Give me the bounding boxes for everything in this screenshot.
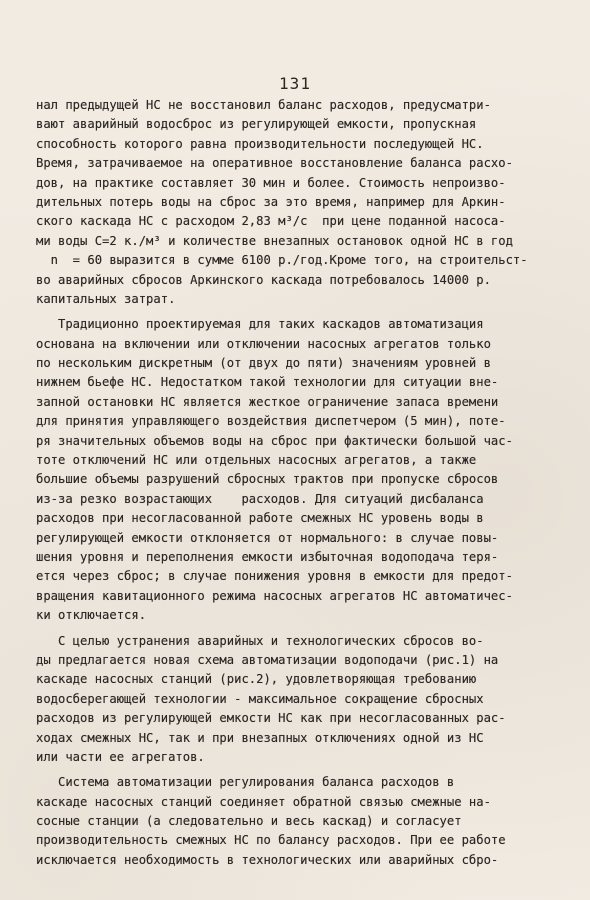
text-line: водосберегающей технологии - максимальное сокращение сбросных: [36, 691, 484, 706]
text-line: вают аварийный водосброс из регулирующей емкости, пропускная: [36, 117, 477, 132]
text-line: из-за резко возрастающих расходов. Для ситуаций дисбаланса: [36, 491, 484, 506]
text-line: ря значительных объемов воды на сброс при фактически большой час-: [36, 433, 513, 448]
text-line: Система автоматизации регулирования баланса расходов в: [36, 775, 455, 790]
text-line: во аварийных сбросов Аркинского каскада потребовалось 14000 р.: [36, 272, 491, 287]
text-line: ки отключается.: [36, 608, 147, 623]
text-line: тоте отключений НС или отдельных насосных агрегатов, а также: [36, 453, 477, 468]
text-line: дительных потерь воды на сброс за это время, например для Аркин-: [36, 194, 506, 209]
text-line: нижнем бьефе НС. Недостатком такой технологии для ситуации вне-: [36, 375, 499, 390]
text-line: ды предлагается новая схема автоматизации водоподачи (рис.1) на: [36, 652, 499, 667]
text-line: вращения кавитационного режима насосных агрегатов НС автоматичес-: [36, 588, 513, 603]
body-text: [36, 96, 570, 870]
text-line: n = 60 выразится в сумме 6100 р./год.Кроме того, на строительст-: [36, 253, 528, 268]
text-line: для принятия управляющего воздействия диспетчером (5 мин), поте-: [36, 414, 506, 429]
paragraph: [36, 315, 570, 625]
text-line: большие объемы разрушений сбросных трактов при пропуске сбросов: [36, 472, 499, 487]
text-line: Время, затрачиваемое на оперативное восстановление баланса расхо-: [36, 156, 513, 171]
text-line: исключается необходимость в технологических или аварийных сбро-: [36, 852, 499, 867]
text-line: основана на включении или отключении насосных агрегатов только: [36, 336, 491, 351]
text-line: расходов при несогласованной работе смежных НС уровень воды в: [36, 511, 484, 526]
paragraph: [36, 773, 570, 870]
text-line: ется через сброс; в случае понижения уровня в емкости для предот-: [36, 569, 513, 584]
text-line: каскаде насосных станций (рис.2), удовлетворяющая требованию: [36, 672, 477, 687]
text-line: нал предыдущей НС не восстановил баланс расходов, предусматри-: [36, 98, 491, 112]
text-line: ми воды С=2 к./м³ и количестве внезапных остановок одной НС в год: [36, 233, 513, 248]
page-number: 131: [279, 74, 311, 93]
text-line: производительность смежных НС по балансу расходов. При ее работе: [36, 833, 506, 848]
text-line: запной остановки НС является жесткое ограничение запаса времени: [36, 394, 499, 409]
text-line: сосные станции (а следовательно и весь каскад) и согласует: [36, 814, 462, 829]
text-line: расходов из регулирующей емкости НС как при несогласованных рас-: [36, 711, 506, 726]
text-line: капитальных затрат.: [36, 291, 176, 306]
paragraph: [36, 632, 570, 768]
text-line: ского каскада НС с расходом 2,83 м³/с при цене поданной насоса-: [36, 214, 506, 229]
text-line: Традиционно проектируемая для таких каскадов автоматизация: [36, 317, 484, 332]
text-line: регулирующей емкости отклоняется от нормального: в случае повы-: [36, 530, 499, 545]
paragraph: [36, 96, 570, 309]
text-line: способность которого равна производительности последующей НС.: [36, 136, 484, 151]
text-line: дов, на практике составляет 30 мин и более. Стоимость непроизво-: [36, 175, 506, 190]
text-line: или части ее агрегатов.: [36, 749, 205, 764]
text-line: каскаде насосных станций соединяет обратной связью смежные на-: [36, 794, 491, 809]
text-line: ходах смежных НС, так и при внезапных отключениях одной из НС: [36, 730, 484, 745]
text-line: шения уровня и переполнения емкости избыточная водоподача теря-: [36, 549, 499, 564]
text-line: С целью устранения аварийных и технологических сбросов во-: [36, 633, 484, 648]
text-line: по нескольким дискретным (от двух до пяти) значениям уровней в: [36, 356, 491, 371]
